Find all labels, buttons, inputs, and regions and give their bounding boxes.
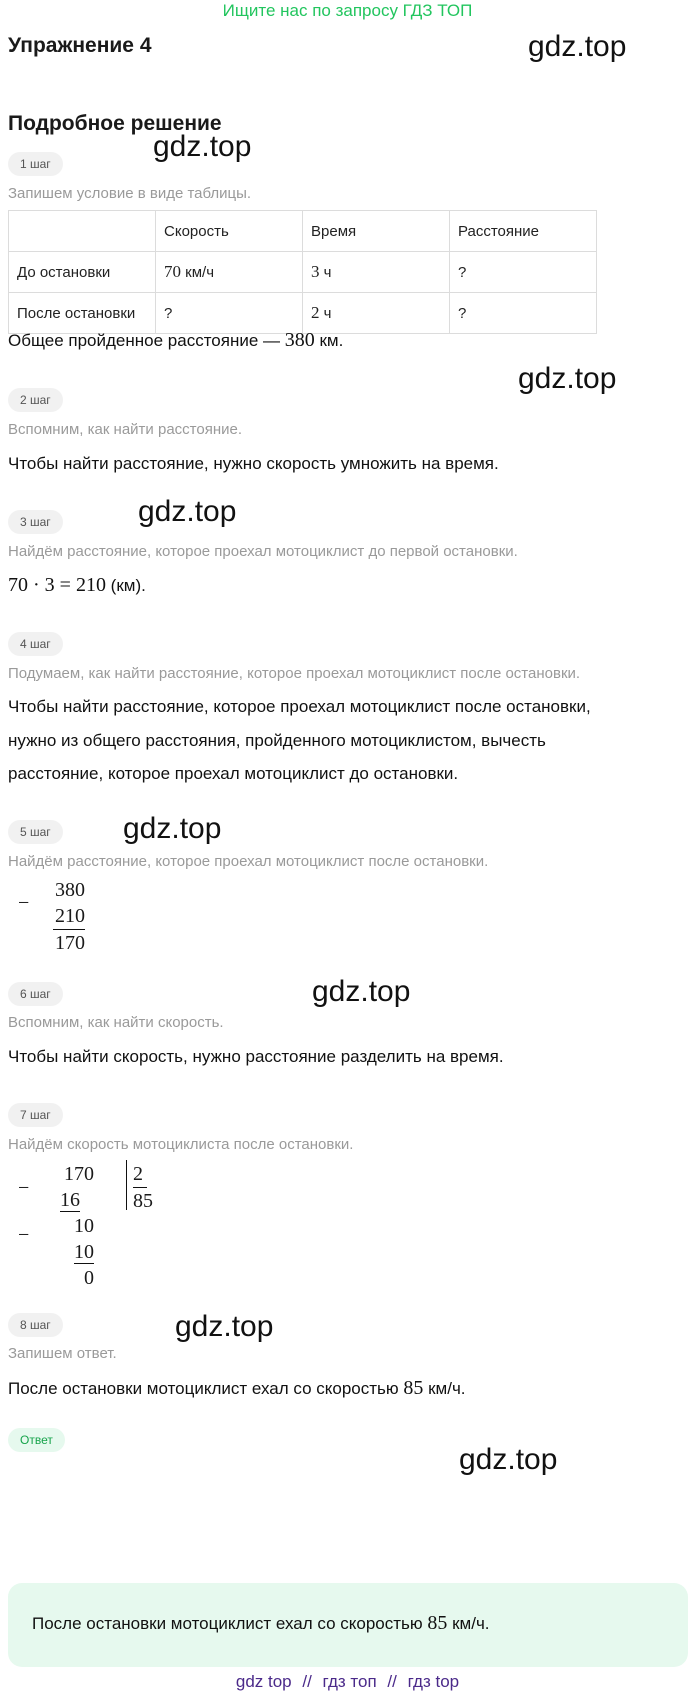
- quotient: 85: [133, 1190, 153, 1212]
- step-hint: Вспомним, как найти расстояние.: [8, 421, 243, 438]
- step-badge: 6 шаг: [8, 982, 63, 1006]
- step-text: Чтобы найти расстояние, нужно скорость умножить на время.: [8, 454, 499, 473]
- unit-text: ч: [319, 264, 332, 281]
- step-text: нужно из общего расстояния, пройденного мотоциклистом, вычесть: [8, 731, 546, 750]
- divisor: 2: [133, 1161, 147, 1188]
- long-division: [60, 1161, 94, 1291]
- text-part: км.: [314, 331, 344, 350]
- minus-sign: −: [18, 1177, 30, 1199]
- table-header-row: [9, 211, 597, 252]
- math-number: 85: [403, 1377, 424, 1399]
- table-cell: [303, 252, 450, 293]
- table-cell: После остановки: [9, 293, 156, 334]
- step-badge: 4 шаг: [8, 632, 63, 656]
- math-number: 2: [311, 303, 320, 322]
- minuend: 380: [55, 879, 85, 901]
- watermark: gdz.top: [459, 1443, 558, 1476]
- final-remainder: 0: [84, 1267, 94, 1289]
- step-text: [8, 1370, 466, 1407]
- condition-table: [8, 210, 597, 334]
- division-bar: [126, 1160, 127, 1210]
- column-subtraction: [53, 877, 85, 956]
- step-hint: Найдём расстояние, которое проехал мотоциклист до первой остановки.: [8, 543, 518, 560]
- math-number: 85: [427, 1612, 448, 1634]
- footer-link[interactable]: gdz top: [235, 1672, 292, 1691]
- total-distance-text: [8, 322, 343, 359]
- step-badge: 1 шаг: [8, 152, 63, 176]
- step-badge: 8 шаг: [8, 1313, 63, 1337]
- exercise-title: Упражнение 4: [8, 34, 152, 57]
- step-text: Чтобы найти скорость, нужно расстояние разделить на время.: [8, 1047, 504, 1066]
- difference: 170: [55, 932, 85, 954]
- table-row: [9, 252, 597, 293]
- table-cell: До остановки: [9, 252, 156, 293]
- sub-row: [60, 1239, 94, 1265]
- subtrahend: 210: [53, 903, 85, 930]
- watermark: gdz.top: [312, 975, 411, 1008]
- step-hint: Вспомним, как найти скорость.: [8, 1014, 224, 1031]
- minus-sign: −: [18, 1224, 30, 1246]
- text-part: км/ч.: [447, 1614, 490, 1633]
- partial-subtrahend: 16: [60, 1189, 80, 1211]
- search-banner: Ищите нас по запросу ГДЗ ТОП: [222, 1, 473, 20]
- unit-text: (км).: [105, 576, 146, 595]
- table-header-cell: Расстояние: [450, 211, 597, 252]
- step-badge: 3 шаг: [8, 510, 63, 534]
- answer-badge: Ответ: [8, 1428, 65, 1452]
- math-number: 70: [164, 262, 181, 281]
- step-math: [8, 567, 146, 604]
- text-part: км/ч.: [423, 1379, 466, 1398]
- step-badge: 5 шаг: [8, 820, 63, 844]
- math-expression: 70 · 3 = 210: [8, 574, 106, 596]
- step-hint: Подумаем, как найти расстояние, которое проехал мотоциклист после остановки.: [8, 665, 581, 682]
- table-header-cell: Время: [303, 211, 450, 252]
- unit-text: км/ч: [181, 264, 215, 281]
- dividend: 170: [64, 1163, 94, 1185]
- math-number: 380: [284, 329, 315, 351]
- watermark: gdz.top: [528, 30, 627, 63]
- minus-sign: −: [18, 892, 30, 914]
- footer-separator: //: [387, 1672, 397, 1691]
- step-text: расстояние, которое проехал мотоциклист до остановки.: [8, 764, 459, 783]
- partial-subtrahend: 10: [74, 1241, 94, 1263]
- table-header-cell: [9, 211, 156, 252]
- footer-link[interactable]: гдз топ: [322, 1672, 377, 1691]
- footer-link[interactable]: гдз top: [407, 1672, 460, 1691]
- text-part: После остановки мотоциклист ехал со скоростью: [8, 1379, 404, 1398]
- table-cell: ?: [450, 252, 597, 293]
- table-cell: [156, 252, 303, 293]
- footer-separator: //: [302, 1672, 312, 1691]
- step-hint: Найдём скорость мотоциклиста после остановки.: [8, 1136, 354, 1153]
- watermark: gdz.top: [518, 362, 617, 395]
- footer-links: [0, 1672, 695, 1692]
- step-badge: 2 шаг: [8, 388, 63, 412]
- step-hint: Запишем условие в виде таблицы.: [8, 185, 252, 202]
- remainder: 10: [74, 1215, 94, 1237]
- watermark: gdz.top: [123, 812, 222, 845]
- step-hint: Найдём расстояние, которое проехал мотоциклист после остановки.: [8, 853, 489, 870]
- sub-row: [60, 1187, 94, 1213]
- step-hint: Запишем ответ.: [8, 1345, 117, 1362]
- watermark: gdz.top: [175, 1310, 274, 1343]
- divisor-block: [133, 1161, 153, 1214]
- watermark: gdz.top: [138, 495, 237, 528]
- table-header-cell: Скорость: [156, 211, 303, 252]
- text-part: После остановки мотоциклист ехал со скоростью: [32, 1614, 428, 1633]
- solution-heading: Подробное решение: [8, 112, 222, 135]
- unit-text: ч: [319, 305, 332, 322]
- table-cell: ?: [156, 293, 303, 334]
- answer-text: [32, 1612, 490, 1635]
- math-number: 3: [311, 262, 320, 281]
- text-part: Общее пройденное расстояние —: [8, 331, 285, 350]
- watermark: gdz.top: [153, 130, 252, 163]
- step-badge: 7 шаг: [8, 1103, 63, 1127]
- step-text: Чтобы найти расстояние, которое проехал мотоциклист после остановки,: [8, 697, 591, 716]
- table-cell: ?: [450, 293, 597, 334]
